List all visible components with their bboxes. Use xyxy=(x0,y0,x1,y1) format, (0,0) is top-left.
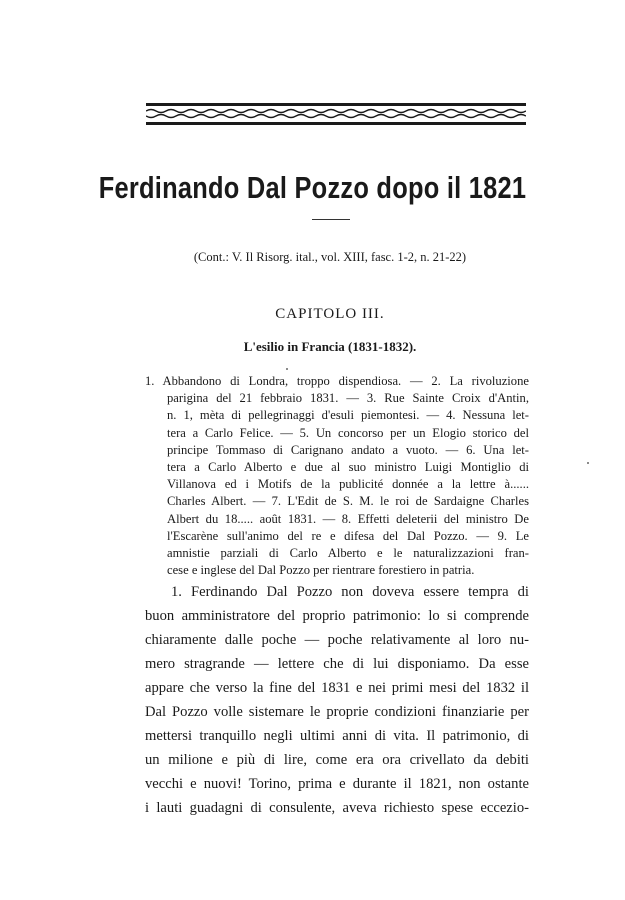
summary-line: l'Escarène sull'animo del re e difesa del Dal Pozzo. — 9. Le xyxy=(167,528,529,543)
summary-line: cese e inglese del Dal Pozzo per rientrare forestiero in patria. xyxy=(167,563,475,578)
summary-line: Albert du 18..... août 1831. — 8. Effetti deleterii del ministro De xyxy=(167,511,529,526)
body-line: un milione e più di lire, come era ora crivellato da debiti xyxy=(145,752,529,768)
body-line: appare che verso la fine del 1831 e nei primi mesi del 1832 il xyxy=(145,680,529,696)
body-line: chiaramente dalle poche — poche relativamente al loro nu- xyxy=(145,632,529,648)
body-line: mero stragrande — lettere che di lui disponiamo. Da esse xyxy=(145,656,529,672)
summary-line: amnistie parziali di Carlo Alberto e le naturalizzazioni fran- xyxy=(167,546,529,561)
body-paragraph xyxy=(145,580,529,820)
body-line: mettersi tranquillo negli ultimi anni di vita. Il patrimonio, di xyxy=(145,728,529,744)
summary-line: Charles Albert. — 7. L'Edit de S. M. le roi de Sardaigne Charles xyxy=(167,494,529,509)
chapter-heading: CAPITOLO III. xyxy=(275,306,385,322)
title-rule xyxy=(312,219,350,220)
body-line: buon amministratore del proprio patrimonio: lo si comprende xyxy=(145,608,529,624)
chapter-summary xyxy=(145,373,529,579)
summary-line: Villanova ed i Motifs de la publicité donnée a la lettre à...... xyxy=(167,477,529,492)
summary-line: 1. Abbandono di Londra, troppo dispendiosa. — 2. La rivoluzione xyxy=(145,374,529,388)
article-title: Ferdinando Dal Pozzo dopo il 1821 xyxy=(98,170,527,205)
continuation-note: (Cont.: V. Il Risorg. ital., vol. XIII, fasc. 1-2, n. 21-22) xyxy=(193,250,467,264)
page-speck xyxy=(286,368,288,370)
chapter-subtitle: L'esilio in Francia (1831-1832). xyxy=(243,339,417,354)
summary-line: n. 1, mèta di pellegrinaggi d'esuli piemontesi. — 4. Nessuna let- xyxy=(167,408,529,423)
page-speck xyxy=(587,462,589,464)
body-line: Dal Pozzo volle sistemare le proprie condizioni finanziarie per xyxy=(145,704,529,720)
summary-line: tera a Carlo Felice. — 5. Un concorso per un Elogio storico del xyxy=(167,425,529,440)
body-line: 1. Ferdinando Dal Pozzo non doveva essere tempra di xyxy=(171,584,529,600)
header-ornament xyxy=(146,103,526,125)
summary-line: tera a Carlo Alberto e due al suo ministro Luigi Montiglio di xyxy=(167,460,529,475)
summary-line: parigina del 21 febbraio 1831. — 3. Rue Sainte Croix d'Antin, xyxy=(167,391,529,406)
body-line: vecchi e nuovi! Torino, prima e durante il 1821, non ostante xyxy=(145,776,529,792)
summary-line: principe Tommaso di Carignano andato a vuoto. — 6. Una let- xyxy=(167,442,529,457)
body-line: i lauti guadagni di consulente, aveva richiesto spese eccezio- xyxy=(145,800,529,816)
